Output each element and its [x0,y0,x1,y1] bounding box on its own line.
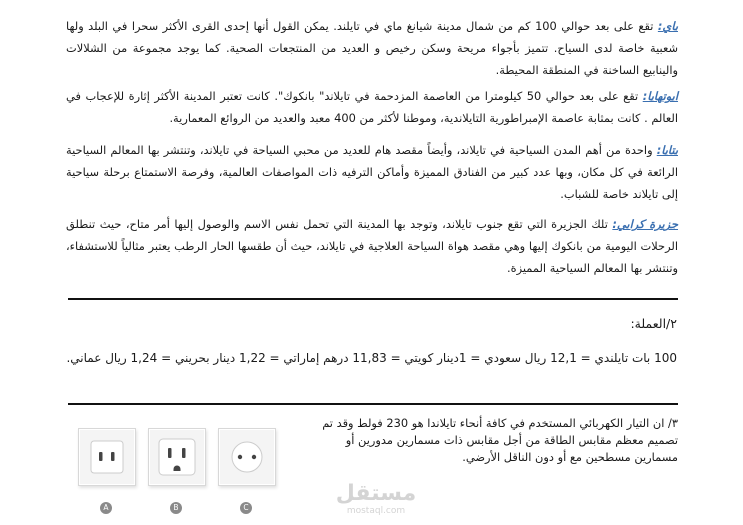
paragraph-krabi [66,213,678,279]
label-a: A [100,502,112,514]
destination-name: باي: [657,19,678,34]
section-divider [68,403,678,405]
label-c: C [240,502,252,514]
destination-text: واحدة من أهم المدن السياحية في تايلاند، وأيضاً مقصد هام للعديد من محبي السياحة في تايلاند، وتنتشر بها المعالم السياحية الرائعة في كل مكان، وبها عدد كبير من الفنادق المميزة وأماكن الترفيه ذات المواصفات العالمية، وفرصة الاستمتاع برحلة سياحية إلى تايلاند خاصة للشباب. [66,143,678,202]
paragraph-pattaya [66,139,678,205]
destination-text: تقع على بعد حوالي 100 كم من شمال مدينة شيانغ ماي في تايلند. يمكن القول أنها إحدى القرى الأكثر سحرا في البلد ولها شعبية خاصة لدى السياح. تتميز بأجواء مريحة وسكن رخيص و العديد من المنتجعات الصحية. كما يوجد مجموعة من الشلالات والينابيع الساخنة في المنطقة المحيطة. [66,19,678,78]
currency-heading: ٢/العملة: [630,316,677,331]
outlet-plate-a [78,428,136,486]
paragraph-pai [66,15,678,81]
type-b-socket-icon [149,429,205,485]
electricity-paragraph: ٣/ ان التيار الكهربائي المستخدم في كافة أنحاء تايلاندا هو 230 فولط وقد تم تصميم معظم مقابس الطاقة من أجل مقابس ذات مسمارين مدورين أو مسمارين مسطحين مع أو دون الناقل الأرضي. [322,416,678,464]
outlet-plate-c [218,428,276,486]
destination-name: ايوتهايا: [642,89,679,104]
outlet-plate-b [148,428,206,486]
paragraph-ayutthaya [66,85,678,129]
section-divider [68,298,678,300]
destination-text: تلك الجزيرة التي تقع جنوب تايلاند، وتوجد بها المدينة التي تحمل نفس الاسم والوصول إليها أمر متاح، حيث تنطلق الرحلات اليومية من بانكوك إليها وهي مقصد هواة السياحة العلاجية في تايلاند، حيث أن طقسها الحار الرطب يعتبر مثالياً للاستشفاء، وتنتشر بها المعالم السياحية المميزة. [66,217,678,276]
watermark-logo [316,482,436,516]
destination-name: بتايا: [656,143,678,158]
type-a-socket-icon [79,429,135,485]
type-c-socket-icon [219,429,275,485]
currency-conversion-line: 100 بات تايلندي = 12,1 ريال سعودي = 1دينار كويتي = 11,83 درهم إماراتي = 1,22 دينار بحريني = 1,24 ريال عماني. [66,351,677,365]
destination-name: جزيرة كرابي: [612,217,679,232]
label-b: B [170,502,182,514]
destination-text: تقع على بعد حوالي 50 كيلومترا من العاصمة المزدحمة في تايلاند" بانكوك". كانت تعتبر المدينة الأكثر إثارة للإعجاب في العالم . كانت بمثابة عاصمة الإمبراطورية التايلاندية، وموطنا لأكثر من 400 معبد والعديد من الروائع المعمارية. [66,89,678,126]
watermark-domain: mostaql.com [346,506,406,516]
watermark-arabic: مستقل [335,481,417,506]
